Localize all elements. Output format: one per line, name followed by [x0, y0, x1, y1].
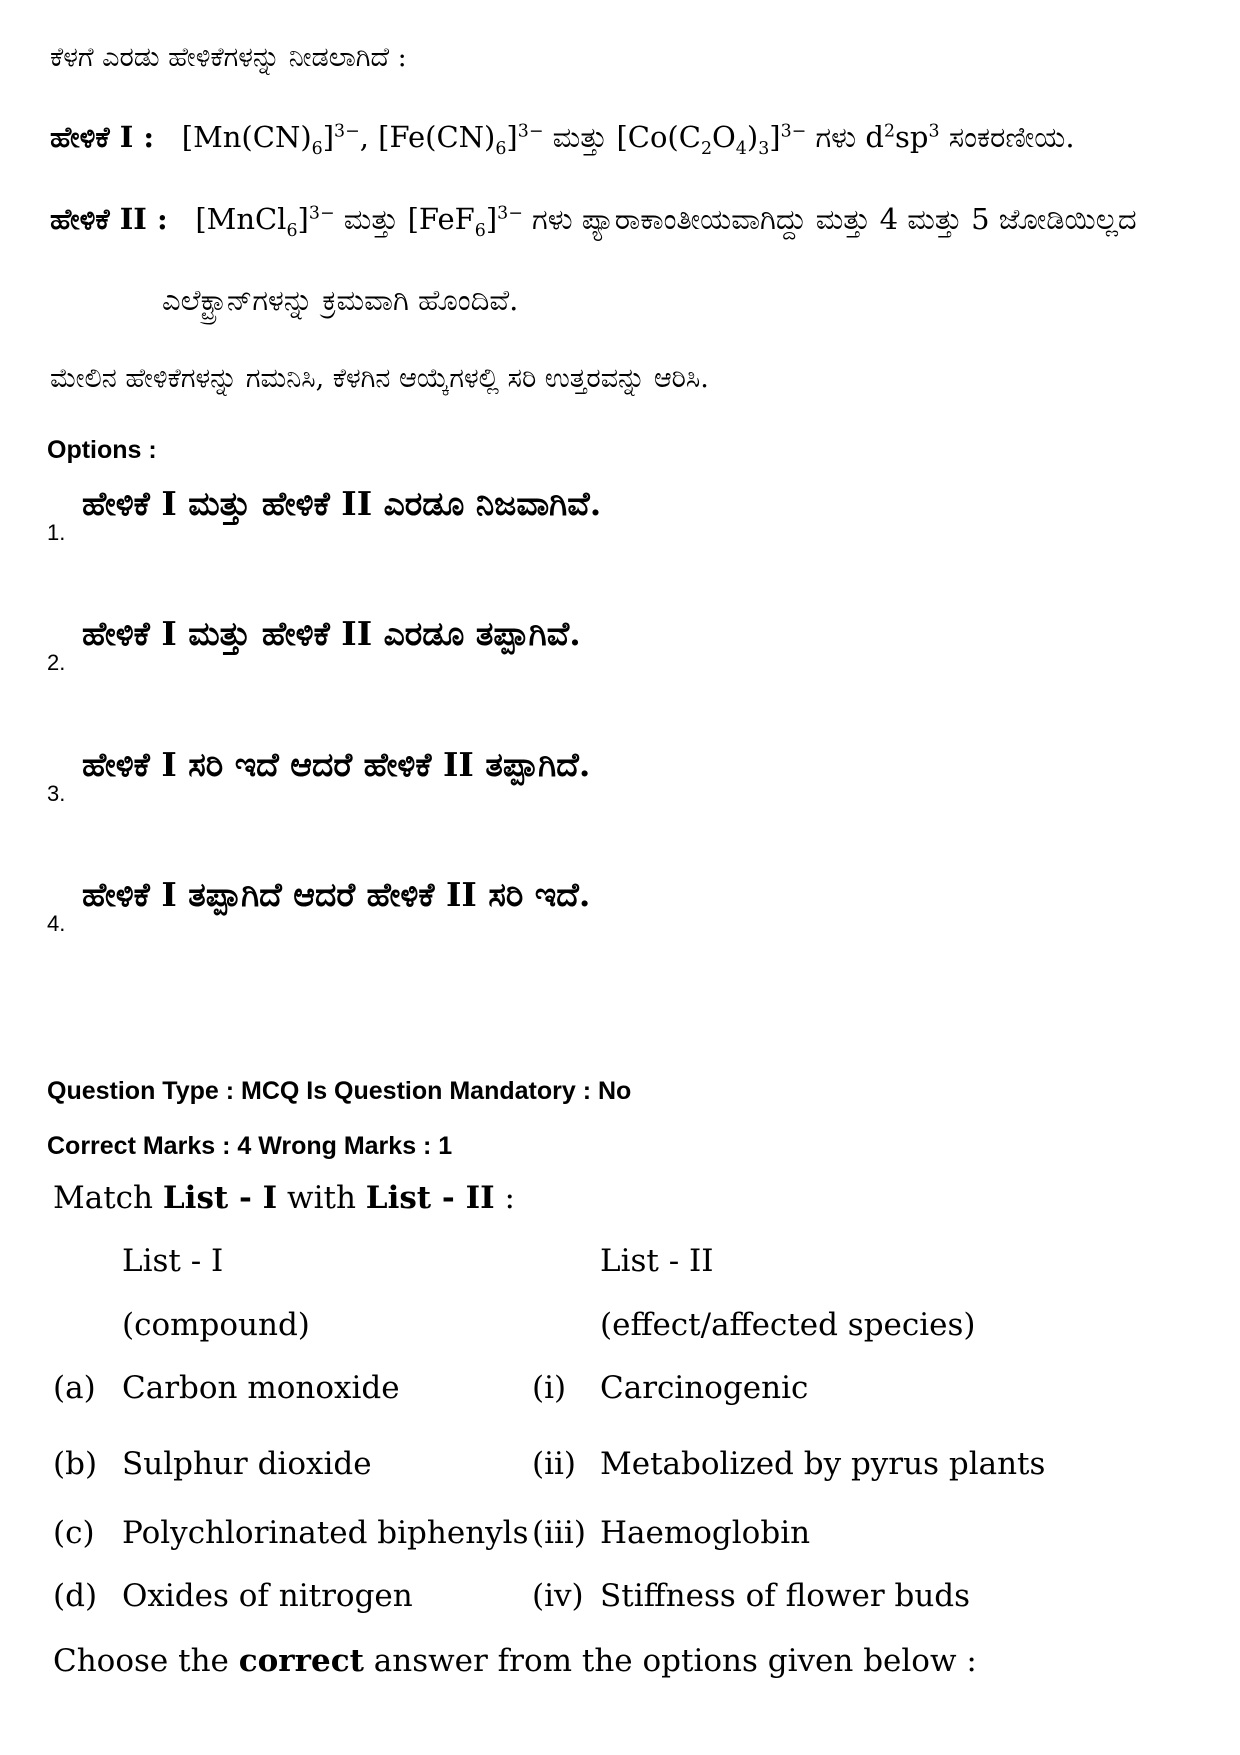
list-2-item: Stiffness of flower buds [600, 1578, 971, 1614]
and-word: ಮತ್ತು [343, 202, 399, 236]
list-2-subheading: (effect/affected species) [600, 1307, 976, 1343]
complex-mn-cl: [MnCl$_6$]$^{3-}$ [195, 202, 335, 241]
option-number: 3. [47, 781, 66, 806]
complex-fe-cn: $[Fe(CN)_6]^{3-}$ [378, 120, 544, 159]
option-number: 4. [47, 911, 66, 936]
match-intro: Match List - I with List - II : [53, 1180, 515, 1216]
row-label: (d) [53, 1578, 98, 1614]
option-number: 1. [47, 520, 66, 545]
list-2-item: Metabolized by pyrus plants [600, 1446, 1046, 1482]
row-label: (i) [532, 1370, 567, 1406]
row-label: (c) [53, 1515, 95, 1551]
row-label: (ii) [532, 1446, 577, 1482]
statement-2-rest: ಗಳು ಪ್ಯಾರಾಕಾಂತೀಯವಾಗಿದ್ದು ಮತ್ತು 4 ಮತ್ತು 5 ಜೋಡಿಯಿಲ್ಲದ [532, 202, 1137, 236]
complex-mn-cn: $[Mn(CN)_6]^{3-}$ [181, 120, 360, 159]
and-word: ಮತ್ತು [552, 120, 608, 154]
question-type-line: Question Type : MCQ Is Question Mandatory : No [47, 1077, 632, 1105]
list-1-item: Carbon monoxide [122, 1370, 400, 1406]
choose-instruction: Choose the correct answer from the options given below : [53, 1643, 977, 1679]
list-2-item: Carcinogenic [600, 1370, 809, 1406]
option-2-text[interactable]: ಹೇಳಿಕೆ I ಮತ್ತು ಹೇಳಿಕೆ II ಎರಡೂ ತಪ್ಪಾಗಿವೆ. [82, 614, 581, 653]
list-1-heading: List - I [122, 1243, 224, 1279]
row-label: (iv) [532, 1578, 584, 1614]
list-1-subheading: (compound) [122, 1307, 310, 1343]
statement-2 [50, 202, 1137, 241]
statement-1-rest: ಸಂಕರಣೀಯ. [948, 120, 1075, 154]
option-number: 2. [47, 650, 66, 675]
statement-1-label: ಹೇಳಿಕೆ I : [50, 120, 155, 154]
options-label: Options : [47, 436, 157, 464]
question-instruction: ಮೇಲಿನ ಹೇಳಿಕೆಗಳನ್ನು ಗಮನಿಸಿ, ಕೆಳಗಿನ ಆಯ್ಕೆಗಳಲ್ಲಿ ಸರಿ ಉತ್ತರವನ್ನು ಆರಿಸಿ. [50, 363, 709, 394]
list-2-item: Haemoglobin [600, 1515, 811, 1551]
statement-2-continued: ಎಲೆಕ್ಟ್ರಾನ್‌ಗಳನ್ನು ಕ್ರಮವಾಗಿ ಹೊಂದಿವೆ. [162, 283, 519, 317]
statement-1: ಹೇಳಿಕೆ I : $[Mn(CN)_6]^{3-}$, $[Fe(CN)_6]^{3-}$ ಮತ್ತು $[Co(C_2O_4)_3]^{3-}$ ಗಳು $d^2sp^3$ ಸಂಕರಣೀಯ. [50, 120, 1075, 159]
complex-fe-f: $[FeF_6]^{3-}$ [407, 202, 523, 241]
gala-word: ಗಳು [815, 120, 857, 154]
row-label: (b) [53, 1446, 98, 1482]
complex-co-ox: $[Co(C_2O_4)_3]^{3-}$ [616, 120, 807, 159]
option-3-text[interactable]: ಹೇಳಿಕೆ I ಸರಿ ಇದೆ ಆದರೆ ಹೇಳಿಕೆ II ತಪ್ಪಾಗಿದೆ. [82, 745, 591, 784]
list-2-heading: List - II [600, 1243, 714, 1279]
question-intro: ಕೆಳಗೆ ಎರಡು ಹೇಳಿಕೆಗಳನ್ನು ನೀಡಲಾಗಿದೆ : [50, 42, 407, 73]
row-label: (iii) [532, 1515, 586, 1551]
option-1-text[interactable]: ಹೇಳಿಕೆ I ಮತ್ತು ಹೇಳಿಕೆ II ಎರಡೂ ನಿಜವಾಗಿವೆ. [82, 484, 602, 523]
statement-2-label: ಹೇಳಿಕೆ II : [50, 202, 168, 236]
row-label: (a) [53, 1370, 96, 1406]
hybridization: $d^2sp^3$ [865, 120, 940, 154]
list-1-item: Sulphur dioxide [122, 1446, 372, 1482]
marks-line: Correct Marks : 4 Wrong Marks : 1 [47, 1132, 453, 1160]
option-4-text[interactable]: ಹೇಳಿಕೆ I ತಪ್ಪಾಗಿದೆ ಆದರೆ ಹೇಳಿಕೆ II ಸರಿ ಇದೆ. [82, 875, 591, 914]
list-1-item: Oxides of nitrogen [122, 1578, 413, 1614]
list-1-item: Polychlorinated biphenyls [122, 1515, 529, 1551]
